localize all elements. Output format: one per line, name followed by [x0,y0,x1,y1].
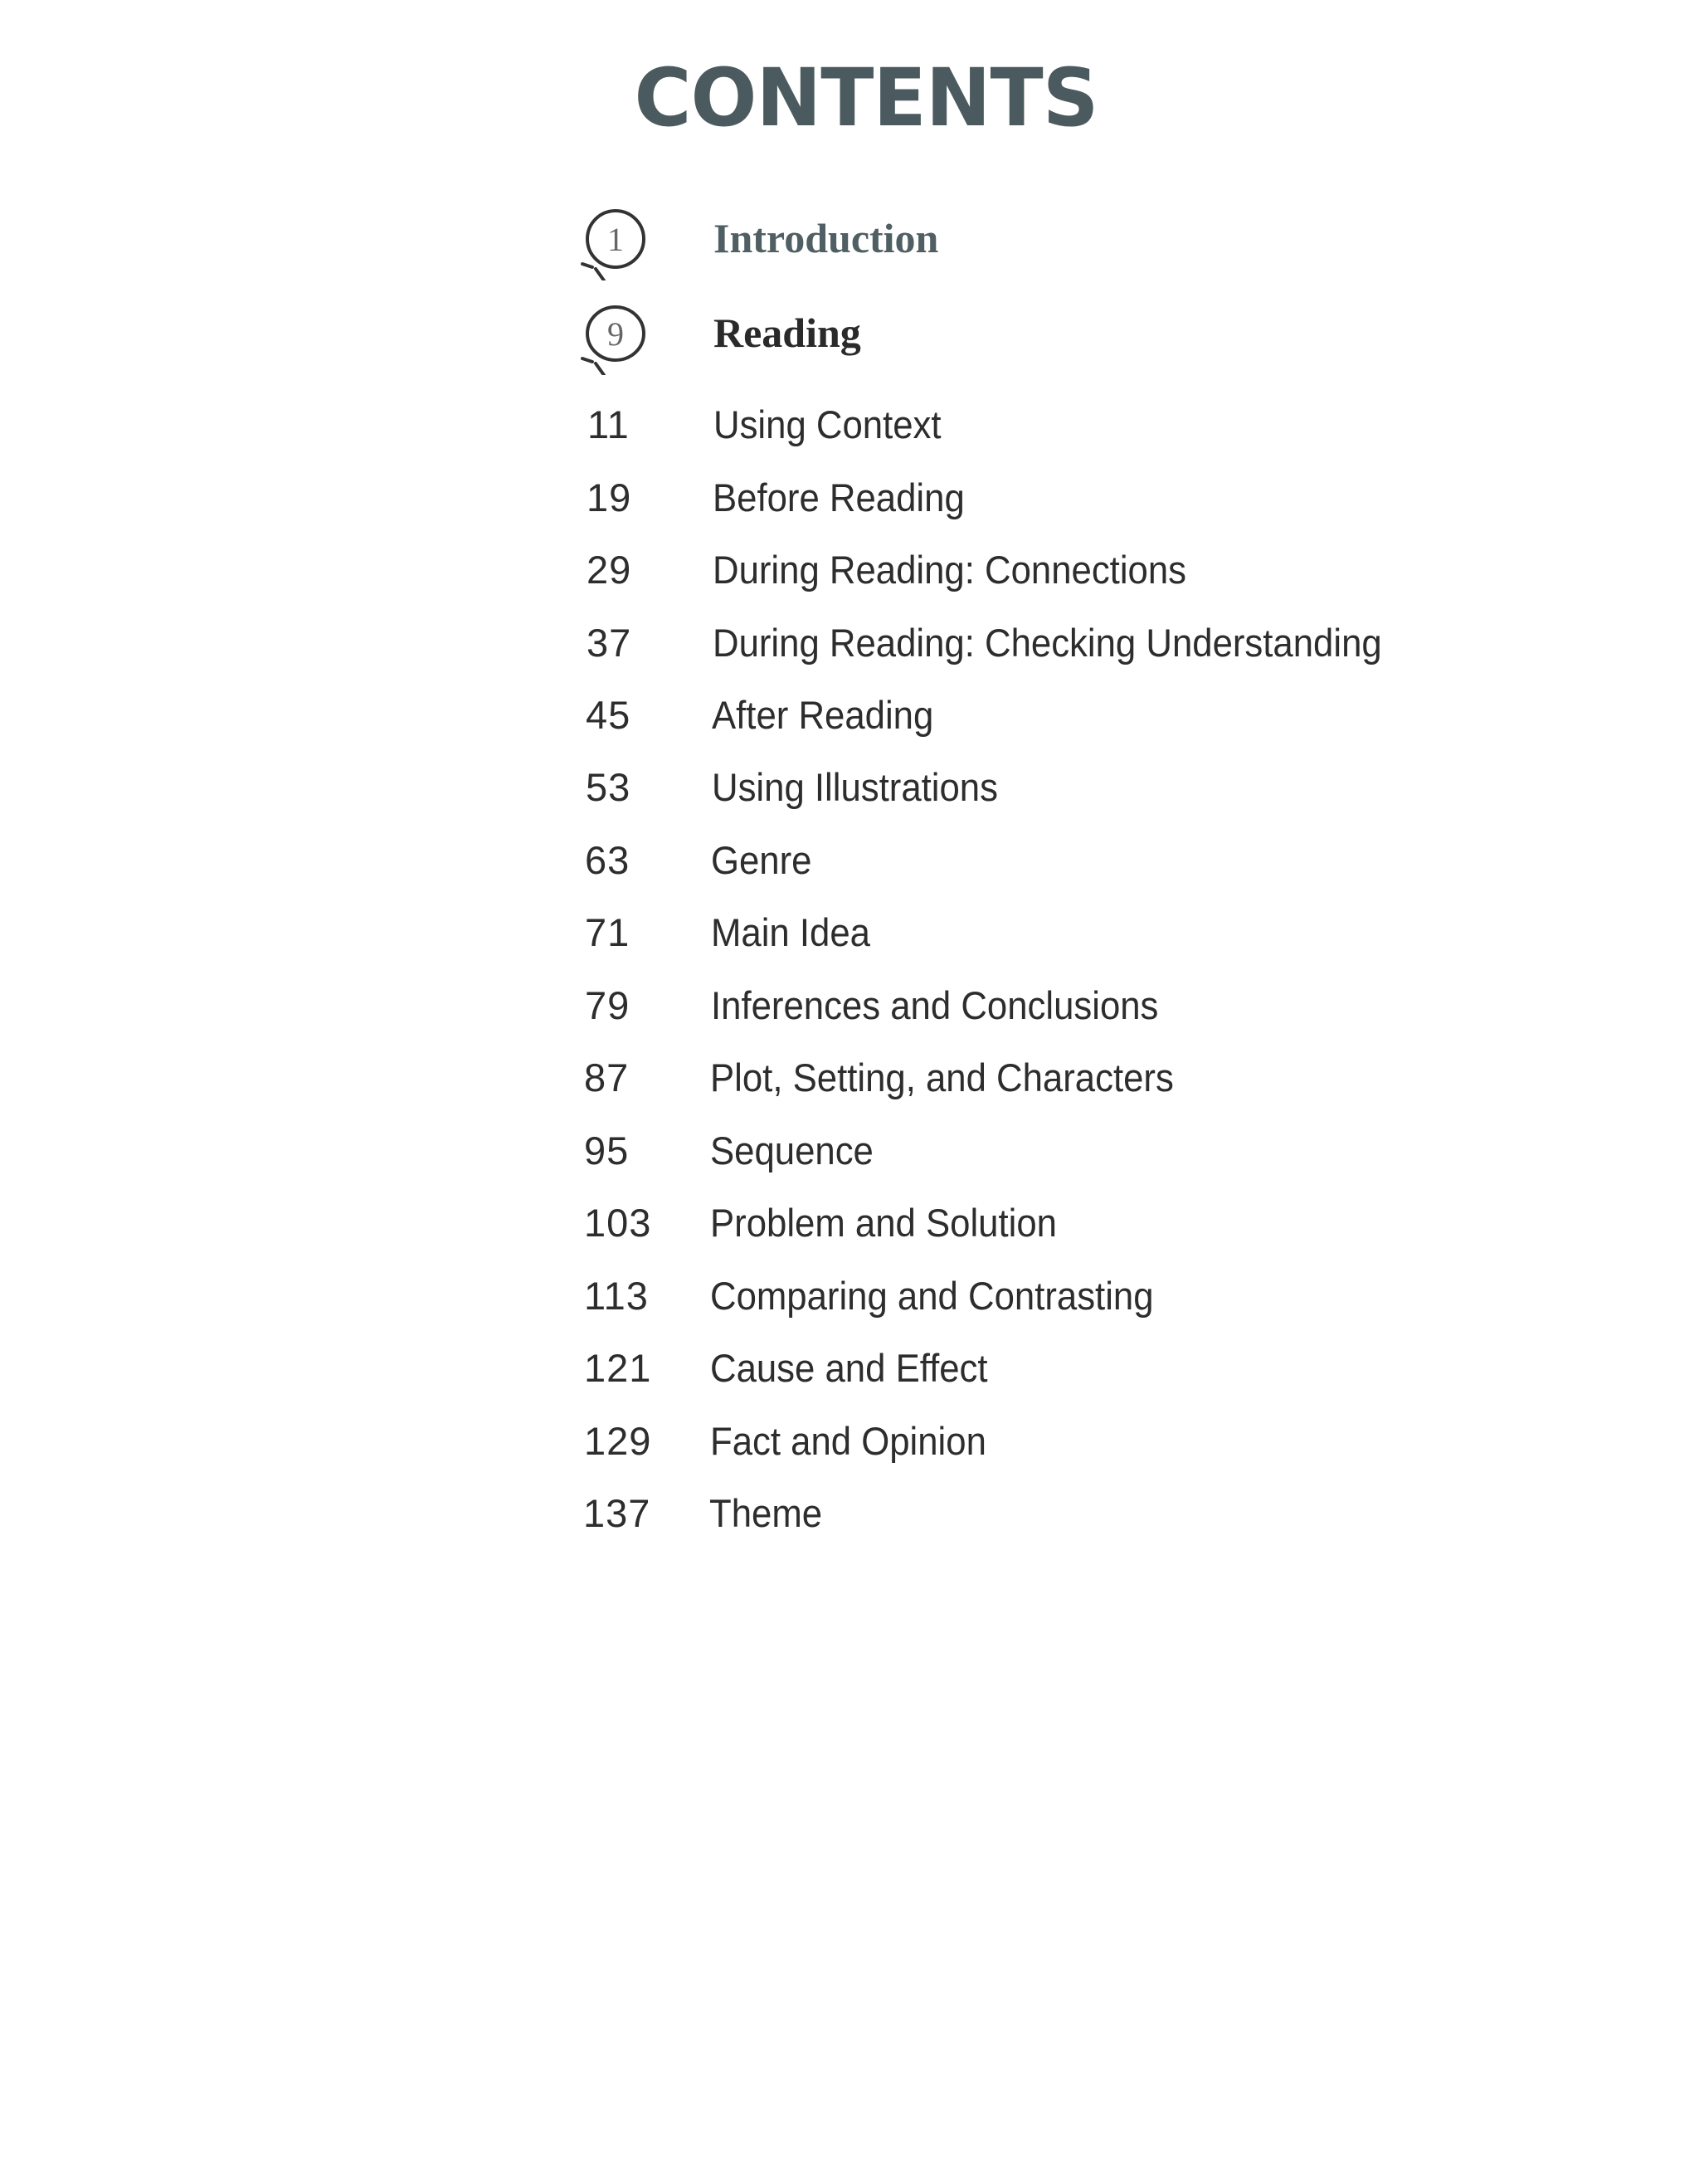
page-title: CONTENTS [634,51,1098,144]
handdrawn-circle-icon [572,197,655,280]
toc-entry[interactable] [586,764,1664,822]
entry-title: Cause and Effect [710,1346,988,1390]
entry-page-number: 53 [586,765,631,809]
toc-section-introduction[interactable] [572,197,1319,280]
entry-title: During Reading: Connections [713,548,1187,592]
entry-page-number: 95 [584,1129,630,1172]
entry-title: After Reading [712,693,934,737]
section-label-introduction: Introduction [713,215,939,261]
entry-page-number: 113 [584,1274,649,1318]
toc-entry[interactable] [586,692,1664,750]
entry-page-number: 11 [587,402,630,446]
entry-title: Before Reading [713,475,965,519]
entry-page-number: 103 [584,1201,652,1245]
entry-title: Theme [709,1491,823,1535]
toc-entry[interactable] [587,402,1666,460]
entry-page-number: 121 [584,1346,652,1390]
entry-page-number: 45 [586,693,631,737]
toc-entry[interactable] [584,1055,1662,1113]
entry-title: Using Context [713,402,942,446]
toc-entry[interactable] [585,982,1663,1041]
toc-entry[interactable] [584,1128,1662,1186]
entry-title: Problem and Solution [710,1201,1057,1245]
entry-page-number: 63 [585,838,630,882]
toc-entry[interactable] [585,909,1663,968]
section-label-reading: Reading [713,310,861,356]
entry-title: During Reading: Checking Understanding [713,621,1382,665]
entry-page-number: 137 [583,1491,651,1535]
toc-section-reading[interactable] [572,292,1319,375]
entry-title: Fact and Opinion [710,1419,986,1463]
toc-entry[interactable] [587,547,1665,605]
entry-title: Plot, Setting, and Characters [710,1055,1174,1099]
toc-entry[interactable] [584,1418,1662,1476]
toc-entry[interactable] [584,1200,1662,1258]
toc-entry[interactable] [583,1490,1662,1548]
entry-title: Sequence [710,1129,874,1172]
entry-page-number: 29 [587,548,632,592]
toc-entry[interactable] [585,837,1663,895]
entry-page-number: 87 [584,1055,630,1099]
entry-title: Comparing and Contrasting [710,1274,1154,1318]
toc-entry[interactable] [584,1345,1662,1403]
toc-entry[interactable] [587,620,1665,678]
toc-entry[interactable] [587,475,1665,533]
toc-entry[interactable] [584,1273,1662,1331]
svg-text:1: 1 [607,221,624,258]
handdrawn-circle-icon [572,292,655,375]
entry-title: Genre [711,838,812,882]
entry-page-number: 37 [587,621,632,665]
entry-title: Using Illustrations [712,765,998,809]
entry-page-number: 71 [585,910,630,954]
svg-text:9: 9 [607,315,624,353]
entry-title: Main Idea [711,910,870,954]
entry-page-number: 79 [585,983,630,1027]
entry-page-number: 19 [587,475,632,519]
entry-title: Inferences and Conclusions [711,983,1159,1027]
entry-page-number: 129 [584,1419,652,1463]
